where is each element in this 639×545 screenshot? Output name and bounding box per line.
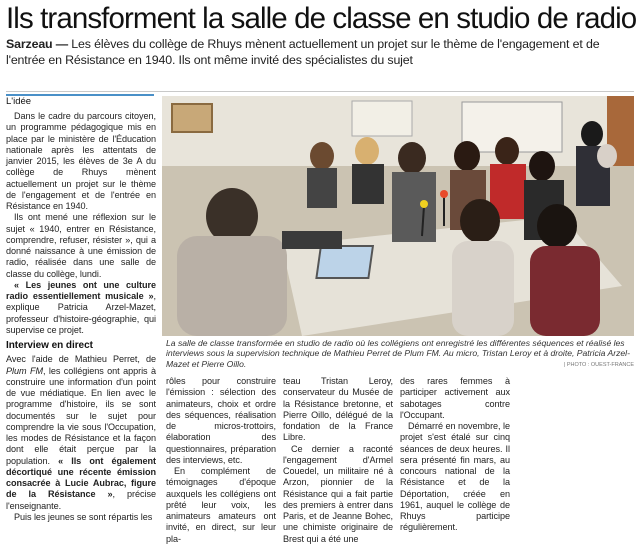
col1-p4-b: , les collégiens ont appris à construire une information d'un point de vue médiatique. En lien avec le programme d'histoire, ils se sont documentés sur le sujet pour comprendre la vie sous l'Occupation, les modes de Résistance et la façon dont elle était perçue par la population.	[6, 365, 156, 466]
subhead-interview: Interview en direct	[6, 340, 93, 351]
col1-p4-radio-name: Plum FM	[6, 365, 43, 376]
col4-paragraph-1: des rares femmes à participer activement aux sabotages contre l'Occupant.	[400, 376, 510, 420]
col1-paragraph-3	[6, 280, 156, 336]
col1-paragraph-2: Ils ont mené une réflexion sur le sujet « 1940, entrer en Résistance, comprendre, refuser, résister », qui a donné naissance à une émission de radio, réalisée dans une salle de classe du collège, lundi.	[6, 212, 156, 279]
article-headline: Ils transforment la salle de classe en studio de radio	[6, 2, 637, 35]
col1-quote-2: « Ils ont également décortiqué une récente émission consacrée à Lucie Aubrac, figure de la Résistance »	[6, 455, 156, 500]
article-column-3	[283, 376, 393, 544]
col1-p4-c: , précise l'enseignante.	[6, 489, 156, 511]
col4-paragraph-2: Démarré en novembre, le projet s'est étalé sur cinq séances de deux heures. Il sera présenté fin mars, au concours national de la Résistance et de la Déportation, créée en 1961, auquel le collège de Rhuys participe régulièrement.	[400, 421, 510, 533]
header-rule	[6, 91, 634, 92]
col1-paragraph-5: Puis les jeunes se sont répartis les	[14, 511, 153, 522]
article-column-1	[6, 111, 156, 522]
photo-caption: La salle de classe transformée en studio de radio où les collégiens ont enregistré les différentes séquences et réalisé les interviews sous la supervision technique de Mathieu Perret de Plum FM. Au micro, Tristan Leroy et à droite, Patricia Arzel-Mazet et Pierre Oillo.	[166, 338, 630, 369]
col1-paragraph-3-rest: , explique Patricia Arzel-Mazet, professeur d'histoire-géographie, qui supervise ce projet.	[6, 291, 156, 335]
col1-quote-1: « Les jeunes ont une culture radio essentiellement musicale »	[6, 279, 156, 301]
classroom-photo-illustration	[162, 96, 634, 336]
col1-paragraph-4	[6, 354, 156, 512]
article-photo	[162, 96, 634, 336]
chapo-text: Les élèves du collège de Rhuys mènent actuellement un projet sur le thème de l'engagement et de l'entrée en Résistance en 1940. Ils ont même invité des spécialistes du sujet	[6, 37, 600, 67]
photo-credit: | PHOTO : OUEST-FRANCE	[563, 362, 634, 368]
article-column-4	[400, 376, 510, 533]
col2-paragraph-2: En complément de témoignages d'époque auxquels les collégiens ont prêté leur voix, les animateurs amateurs ont invité, en direct, sur leur pla-	[166, 466, 276, 544]
col2-paragraph-1: rôles pour construire l'émission : sélection des animateurs, choix et ordre des séquences, réalisation de micros-trottoirs, élaboration des questionnaires, préparation des interviews, etc.	[166, 376, 276, 465]
col1-p4-a: Avec l'aide de Mathieu Perret, de	[6, 354, 156, 365]
chapo-location: Sarzeau —	[6, 37, 69, 51]
article-chapo	[6, 36, 634, 68]
col1-paragraph-1: Dans le cadre du parcours citoyen, un programme pédagogique mis en place par le ministère de l'Éducation nationale après les attentats de janvier 2015, les élèves de 3e A du collège de Rhuys mènent actuellement un projet sur le thème de l'engagement et de l'entrée en Résistance en 1940.	[6, 111, 156, 211]
col3-paragraph-1: teau Tristan Leroy, conservateur du Musée de la Résistance bretonne, et Pierre Oillo, délégué de la fondation de la France Libre.	[283, 376, 393, 443]
col3-paragraph-2: Ce dernier a raconté l'engagement d'Armel Couedel, un militaire né à Arzon, pionnier de la Résistance qui a fait partie des premiers à entrer dans Paris, et de Jeanne Bohec, une chimiste originaire de Brest qui a été une	[283, 443, 393, 544]
article-column-2	[166, 376, 276, 544]
section-kicker: L'idée	[6, 94, 154, 108]
